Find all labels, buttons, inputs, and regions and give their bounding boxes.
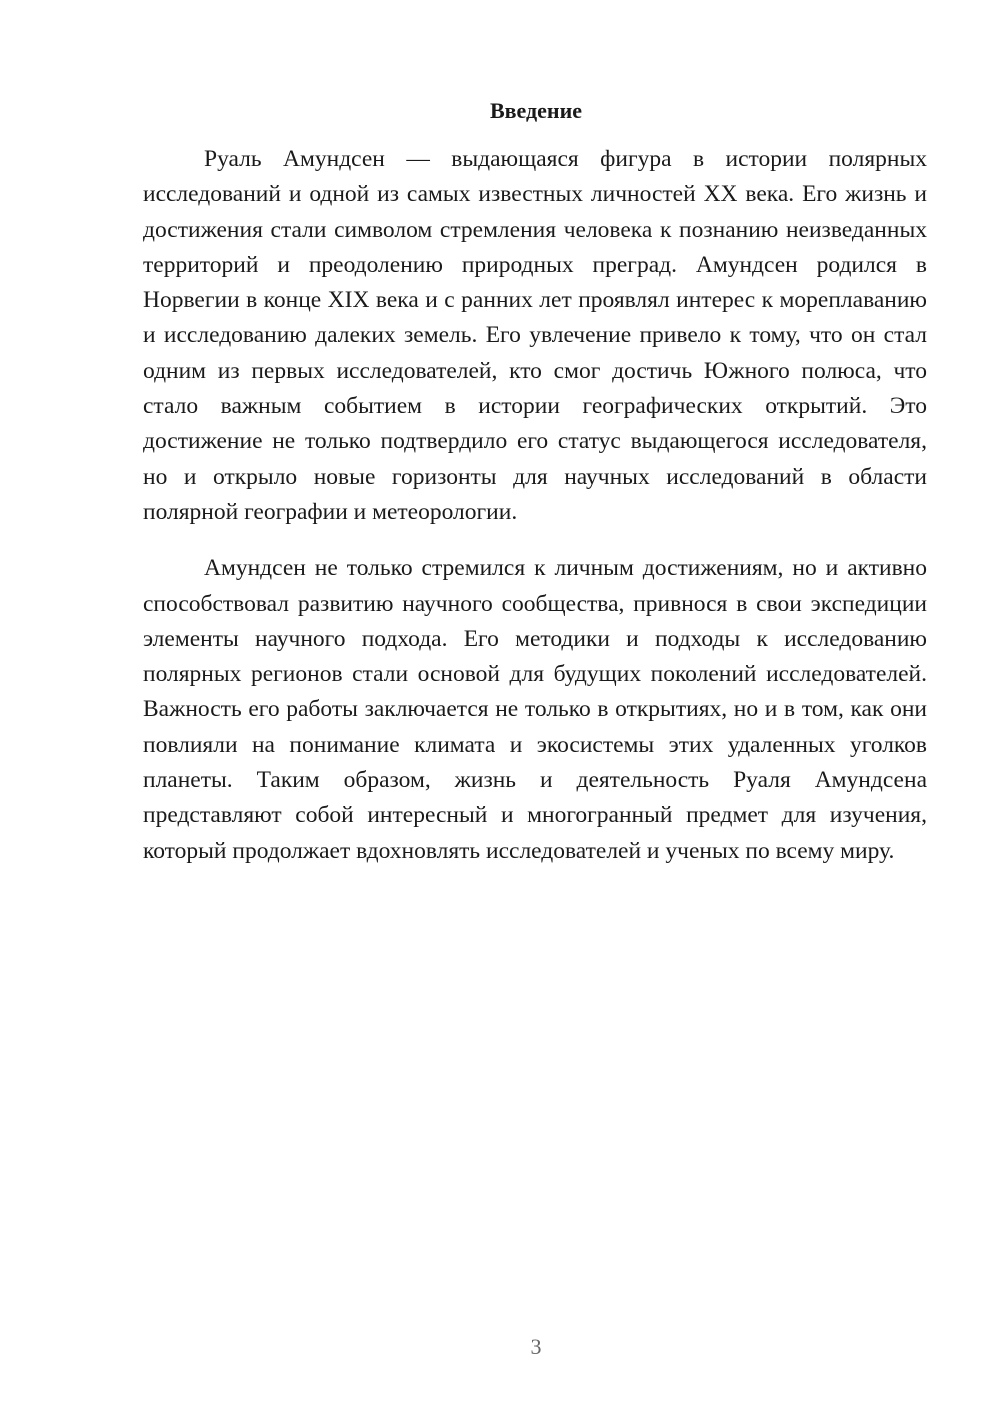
paragraph-1: Руаль Амундсен — выдающаяся фигура в истории полярных исследований и одной из самых известных личностей XX века. Его жизнь и достижения стали символом стремления человека к познанию неизведанных территорий и преодолению природных преград. Амундсен родился в Норвегии в конце XIX века и с ранних лет проявлял интерес к мореплаванию и исследованию далеких земель. Его увлечение привело к тому, что он стал одним из первых исследователей, кто смог достичь Южного полюса, что стало важным событием в истории географических открытий. Это достижение не только подтвердило его статус выдающегося исследователя, но и открыло новые горизонты для научных исследований в области полярной географии и метеорологии. xyxy=(143,146,927,525)
page-number: 3 xyxy=(530,1334,542,1359)
body-text xyxy=(143,142,927,869)
paragraph-2: Амундсен не только стремился к личным достижениям, но и активно способствовал развитию научного сообщества, привнося в свои экспедиции элементы научного подхода. Его методики и подходы к исследованию полярных регионов стали основой для будущих поколений исследователей. Важность его работы заключается не только в открытиях, но и в том, как они повлияли на понимание климата и экосистемы этих удаленных уголков планеты. Таким образом, жизнь и деятельность Руаля Амундсена представляют собой интересный и многогранный предмет для изучения, который продолжает вдохновлять исследователей и ученых по всему миру. xyxy=(143,555,927,864)
section-title: Введение xyxy=(489,98,583,123)
